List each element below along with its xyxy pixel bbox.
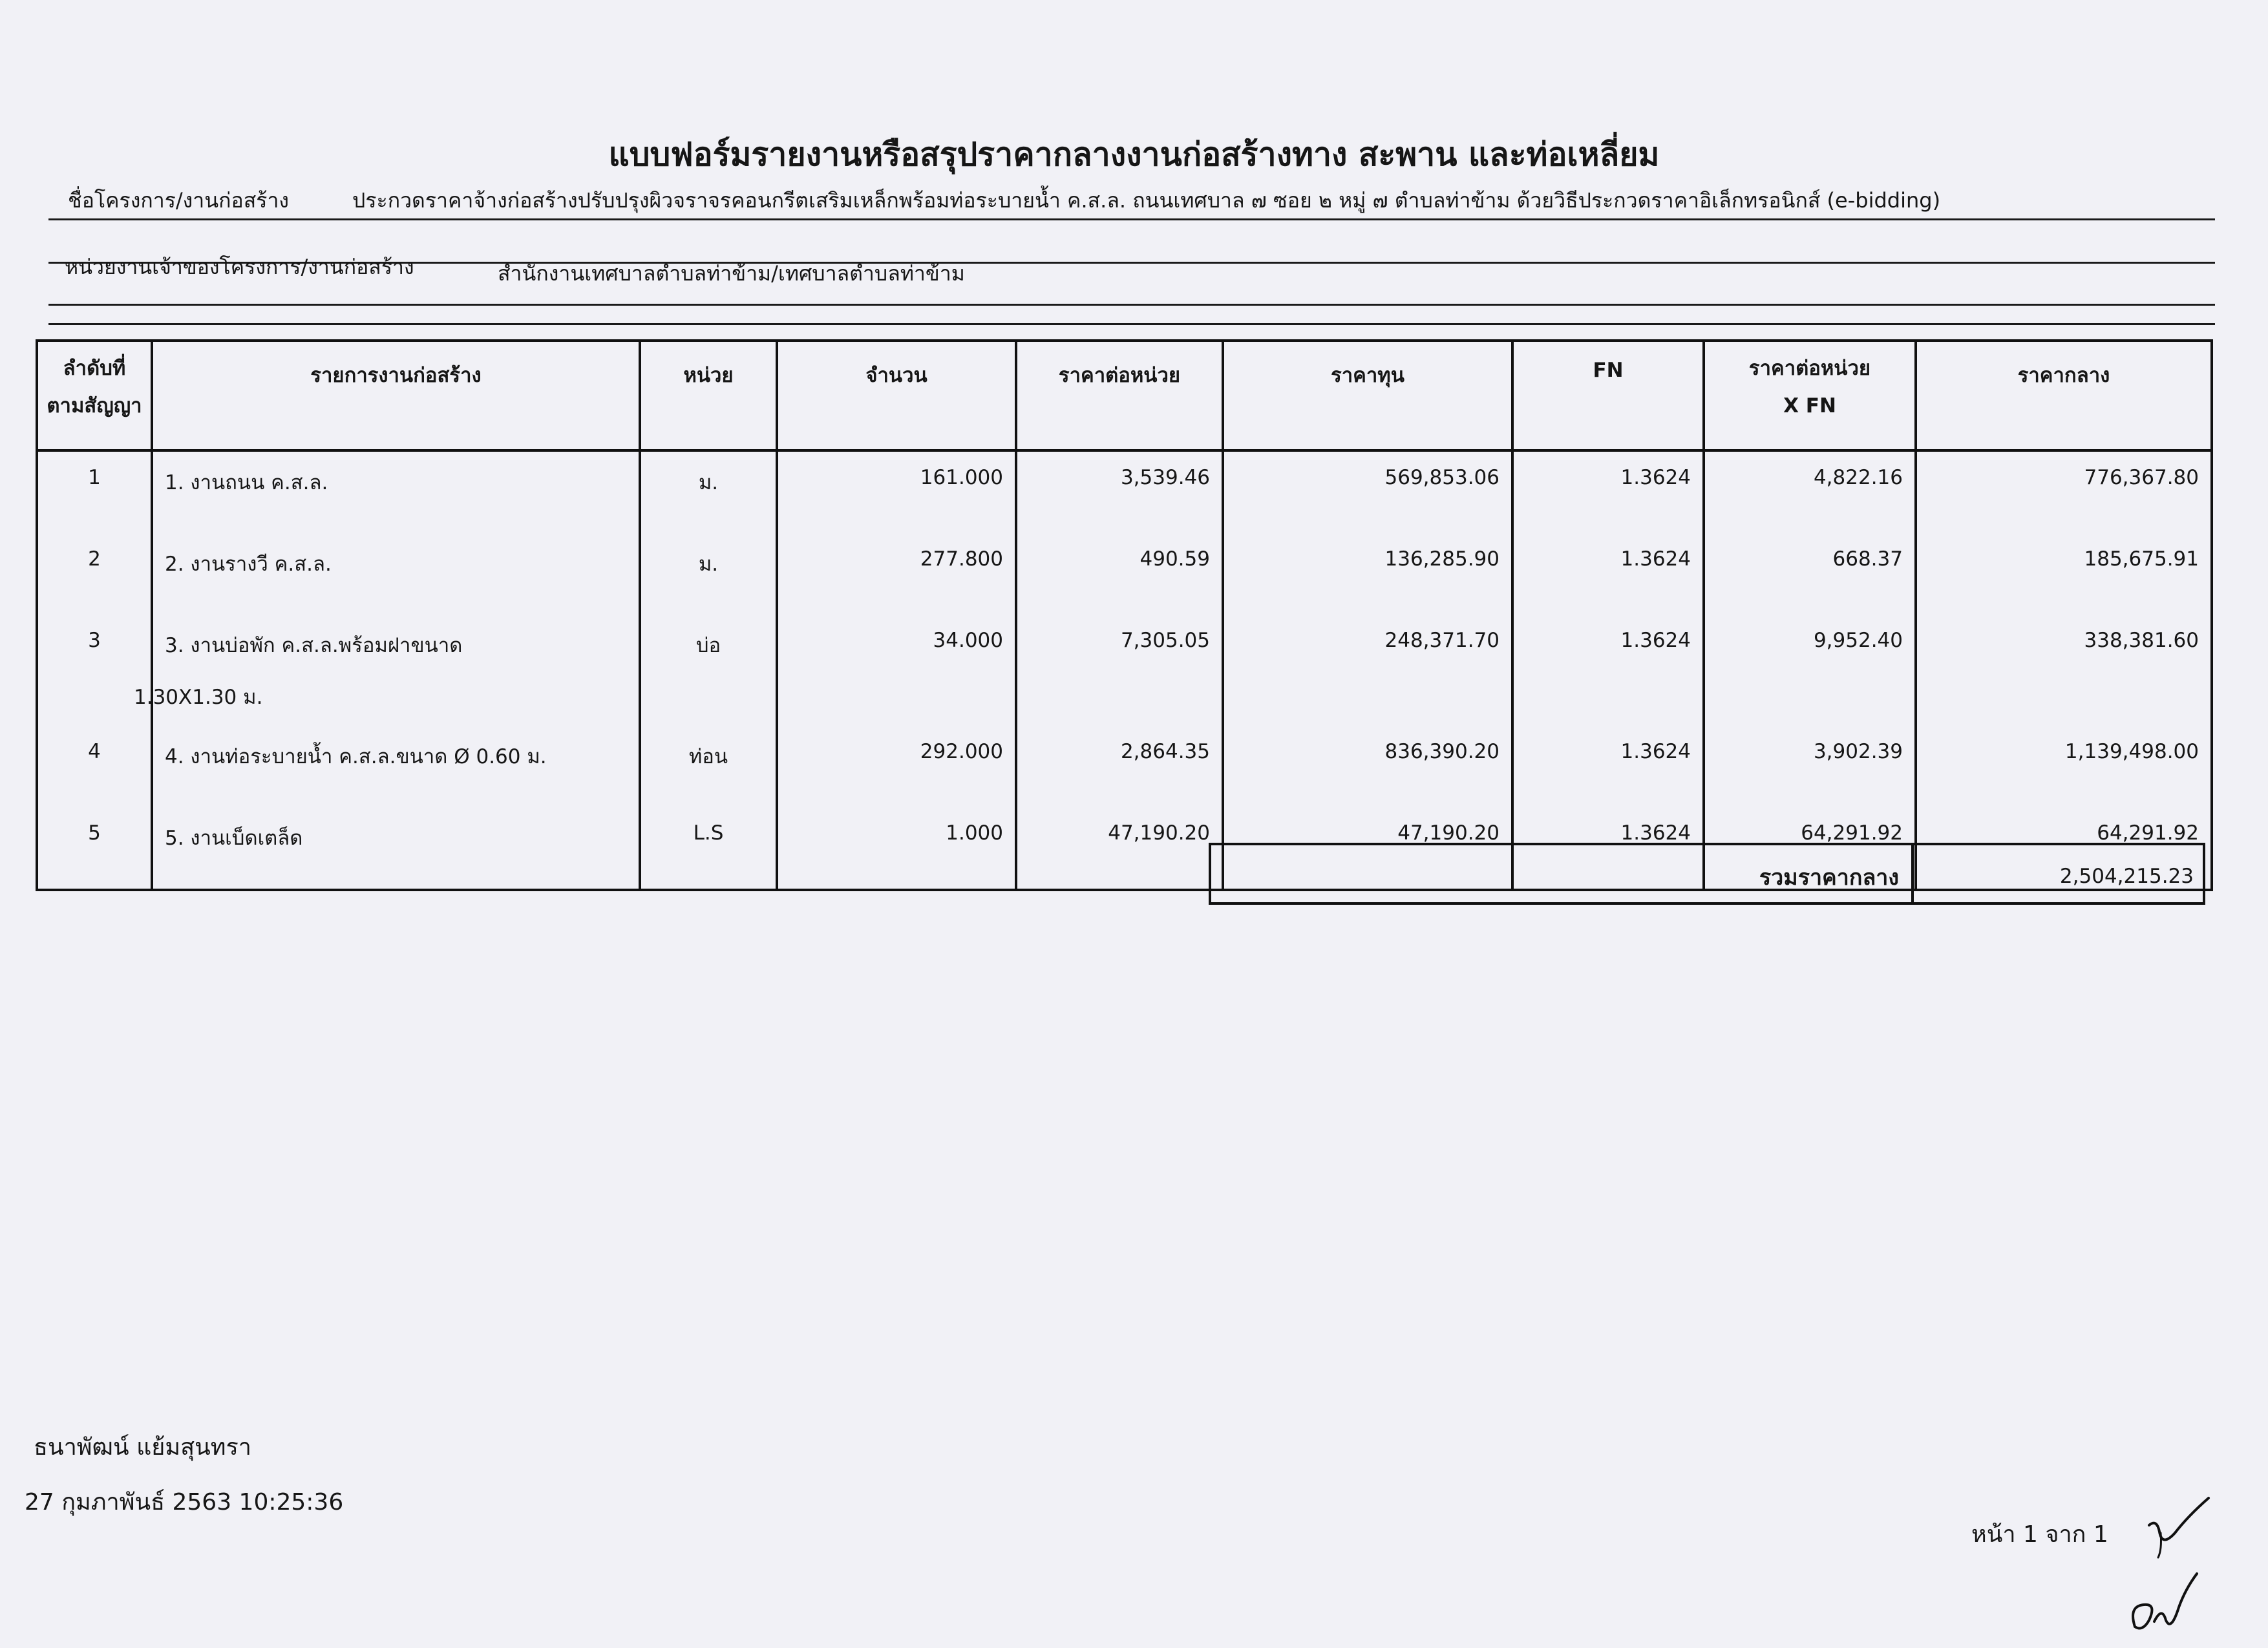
header-seq [37, 341, 152, 450]
table-header-row [37, 341, 2212, 450]
row-unit: บ่อ [640, 615, 777, 726]
table-row [37, 450, 2212, 533]
owner-name: สำนักงานเทศบาลตำบลท่าข้าม/เทศบาลตำบลท่าข้าม [498, 261, 965, 286]
row-seq: 4 [37, 726, 152, 807]
row-unit: ม. [640, 533, 777, 615]
page-number: หน้า 1 จาก 1 [1971, 1521, 2108, 1548]
row-item: 3. งานบ่อพัก ค.ส.ล.พร้อมฝาขนาด [165, 634, 463, 657]
row-unit: ม. [640, 450, 777, 533]
owner-rule-lower [48, 323, 2215, 325]
total-value: 2,504,215.23 [2059, 865, 2194, 888]
project-rule [48, 218, 2215, 220]
row-item: 5. งานเบ็ดเตล็ด [152, 807, 640, 890]
table-row [37, 726, 2212, 807]
row-fn: 1.3624 [1512, 450, 1704, 533]
row-unit-price: 490.59 [1016, 533, 1223, 615]
row-cost: 47,190.20 [1223, 807, 1512, 890]
row-seq: 2 [37, 533, 152, 615]
header-seq-line2: ตามสัญญา [47, 394, 142, 417]
header-median: ราคากลาง [1916, 341, 2212, 450]
row-unit-price-fn: 3,902.39 [1704, 726, 1916, 807]
row-unit-price: 3,539.46 [1016, 450, 1223, 533]
row-qty: 1.000 [777, 807, 1016, 890]
header-unit-price: ราคาต่อหน่วย [1016, 341, 1223, 450]
row-unit-price-fn: 4,822.16 [1704, 450, 1916, 533]
row-seq: 3 [37, 615, 152, 726]
header-qty: จำนวน [777, 341, 1016, 450]
row-cost: 836,390.20 [1223, 726, 1512, 807]
signature-mark [2143, 1493, 2214, 1564]
total-label: รวมราคากลาง [1759, 865, 1899, 891]
row-fn: 1.3624 [1512, 615, 1704, 726]
row-seq: 1 [37, 450, 152, 533]
cost-table [36, 339, 2213, 891]
owner-label: หน่วยงานเจ้าของโครงการ/งานก่อสร้าง [65, 255, 414, 279]
row-median: 1,139,498.00 [1916, 726, 2212, 807]
header-unit: หน่วย [640, 341, 777, 450]
row-qty: 161.000 [777, 450, 1016, 533]
project-name: ประกวดราคาจ้างก่อสร้างปรับปรุงผิวจราจรคอนกรีตเสริมเหล็กพร้อมท่อระบายน้ำ ค.ส.ล. ถนนเทศบาล ๗ ซอย ๒ หมู่ ๗ ตำบลท่าข้าม ด้วยวิธีประกวดราคาอิเล็กทรอนิกส์ (e-bidding) [352, 188, 1941, 213]
initials-mark [2123, 1567, 2201, 1638]
row-item: 1. งานถนน ค.ส.ล. [152, 450, 640, 533]
row-unit-price-fn: 9,952.40 [1704, 615, 1916, 726]
row-unit: ท่อน [640, 726, 777, 807]
owner-rule [48, 304, 2215, 306]
row-cost: 136,285.90 [1223, 533, 1512, 615]
header-seq-line1: ลำดับที่ [63, 357, 126, 380]
row-item: 2. งานรางวี ค.ส.ล. [152, 533, 640, 615]
row-unit: L.S [640, 807, 777, 890]
row-unit-price-fn: 64,291.92 [1704, 807, 1916, 890]
project-label: ชื่อโครงการ/งานก่อสร้าง [68, 188, 290, 213]
row-median: 64,291.92 [1916, 807, 2212, 890]
total-divider [1911, 845, 1914, 902]
row-item: 4. งานท่อระบายน้ำ ค.ส.ล.ขนาด Ø 0.60 ม. [152, 726, 640, 807]
table-row [37, 615, 2212, 726]
header-cost: ราคาทุน [1223, 341, 1512, 450]
row-cost: 248,371.70 [1223, 615, 1512, 726]
row-unit-price: 47,190.20 [1016, 807, 1223, 890]
table-row [37, 533, 2212, 615]
header-unit-price-fn [1704, 341, 1916, 450]
row-item-continuation: 1.30X1.30 ม. [134, 686, 263, 709]
row-fn: 1.3624 [1512, 533, 1704, 615]
print-datetime: 27 กุมภาพันธ์ 2563 10:25:36 [25, 1489, 344, 1516]
header-item: รายการงานก่อสร้าง [152, 341, 640, 450]
row-median: 338,381.60 [1916, 615, 2212, 726]
form-title: แบบฟอร์มรายงานหรือสรุปราคากลางงานก่อสร้างทาง สะพาน และท่อเหลี่ยม [608, 136, 1660, 173]
row-qty: 34.000 [777, 615, 1016, 726]
header-fn: FN [1512, 341, 1704, 450]
row-fn: 1.3624 [1512, 726, 1704, 807]
row-unit-price: 2,864.35 [1016, 726, 1223, 807]
row-item-cell [134, 615, 640, 726]
header-unit-price-fn-line2: X FN [1783, 394, 1836, 417]
row-unit-price: 7,305.05 [1016, 615, 1223, 726]
row-seq: 5 [37, 807, 152, 890]
row-unit-price-fn: 668.37 [1704, 533, 1916, 615]
row-fn: 1.3624 [1512, 807, 1704, 890]
row-median: 185,675.91 [1916, 533, 2212, 615]
row-cost: 569,853.06 [1223, 450, 1512, 533]
preparer-name: ธนาพัฒน์ แย้มสุนทรา [34, 1434, 251, 1461]
row-qty: 292.000 [777, 726, 1016, 807]
row-qty: 277.800 [777, 533, 1016, 615]
row-median: 776,367.80 [1916, 450, 2212, 533]
header-unit-price-fn-line1: ราคาต่อหน่วย [1748, 357, 1871, 380]
total-row [1209, 843, 2205, 905]
